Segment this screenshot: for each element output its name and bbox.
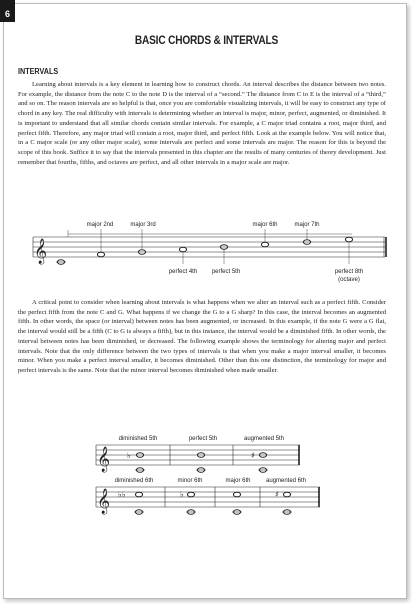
label-perfect-5th: perfect 5th [188,436,218,442]
treble-clef-icon: 𝄞 [34,239,48,264]
label-octave: (octave) [338,277,360,283]
note-d [97,252,104,257]
chord-augmented-5th [251,451,268,472]
treble-clef-icon: 𝄞 [97,489,111,514]
note-c-octave [345,237,352,242]
label-perfect-8th: perfect 8th [334,269,364,275]
note-c-root [56,260,66,265]
svg-text:♭♭: ♭♭ [118,490,126,499]
note-f [179,247,186,252]
svg-text:♭: ♭ [180,490,184,499]
chord-major-6th [232,492,242,514]
chord-diminished-5th [127,451,145,472]
chord-perfect-5th [196,453,206,473]
interval-staff-fifths [96,436,300,472]
page-number: 6 [0,0,15,22]
page-title: BASIC CHORDS & INTERVALS [134,35,279,47]
label-major-6th: major 6th [225,478,251,484]
label-diminished-6th: diminished 6th [114,478,154,484]
interval-staff-major-scale [33,222,386,283]
alteration-paragraph: A critical point to consider when learning about intervals is what happens when we alter an interval such as a perfect fifth. Consider the perfect fifth from the note C and G. What happens if we change the G to a G sharp? In this case, the interval becomes an augmented fifth. In other words, the space (or interval) between notes has been augmented, or increased. In this example, if the note G were a G flat, the interval would still be a fifth (C to G is always a fifth), but in this instance, the interval would be a diminished fifth. In other words, the interval between notes has been diminished, or decreased. The following example shows the terminology for altering major and perfect intervals. Note that the only difference between the two types of intervals is that when you make a major interval smaller, it becomes minor. When you make a perfect interval smaller, it becomes diminished. Other than this one distinction, the terminology for major and perfect intervals is the same. Note that the minor interval becomes diminished when made smaller. [18,299,386,374]
label-perfect-4th: perfect 4th [168,269,198,275]
label-major-7th: major 7th [294,222,320,228]
interval-staff-sixths [96,478,320,514]
label-diminished-5th: diminished 5th [118,436,158,442]
label-major-3rd: major 3rd [130,222,156,228]
label-augmented-6th: augmented 6th [265,478,307,484]
svg-text:♯: ♯ [275,490,279,499]
treble-clef-icon: 𝄞 [97,447,111,472]
label-minor-6th: minor 6th [177,478,203,484]
svg-text:♭: ♭ [127,451,131,460]
label-major-2nd: major 2nd [86,222,114,228]
label-perfect-5th: perfect 5th [211,269,241,275]
section-heading: INTERVALS [18,67,59,76]
label-augmented-5th: augmented 5th [243,436,285,442]
svg-text:♯: ♯ [251,451,255,460]
label-major-6th: major 6th [252,222,278,228]
intro-paragraph: Learning about intervals is a key element in learning how to construct chords. An interval describes the distance between two notes. For example, the distance from the note C to the note D is the interval of a “second.” The distance from C to E is the interval of a “third,” and so on. The reason intervals are so helpful is that, once you are comfortable visualizing intervals, it will be easy to construct any type of chord in any key. The real difficulty with intervals is determining whether an interval is major, minor, perfect, augmented, or diminished. It is important to understand that all similar chords contain similar intervals. For example, a C major triad contains a root, major third, and perfect fifth. Therefore, any major triad will contain a root, major third, and perfect fifth. Look at the example below. You will notice that, in a C major scale (or any other major scale), some intervals are perfect and some intervals are major. The reason for this is beyond the scope of this book. Suffice it to say that the intervals presented in this chapter are the results of many centuries of theory development. Just remember that fourths, fifths, and octaves are perfect, and all other intervals in a major scale are major. [18,81,386,166]
note-a [261,242,268,247]
